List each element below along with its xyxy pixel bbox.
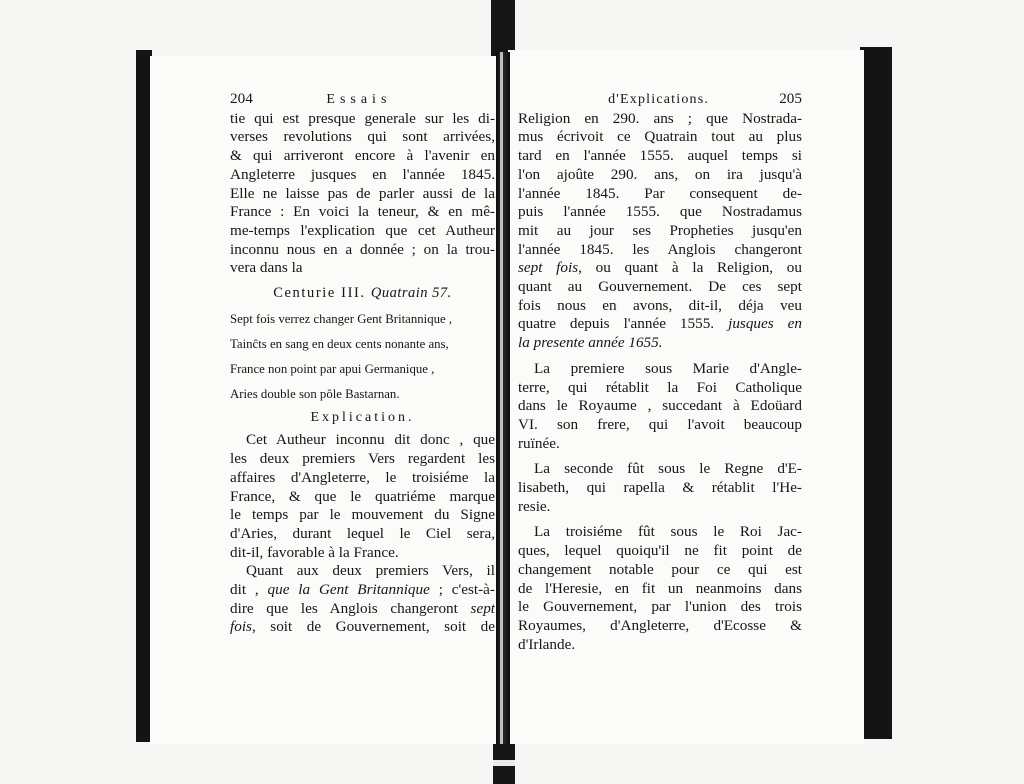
text-line: & qui arriveront encore à l'avenir en [230, 147, 495, 165]
text-line: puis l'année 1555. que Nostradamus [518, 203, 802, 221]
book-gutter [496, 52, 510, 744]
text-line: quant au Gouvernement. De ces sept [518, 278, 802, 296]
text-line [518, 334, 802, 353]
text-line: dans le Royaume , succedant à Edoüard [518, 397, 802, 415]
italic-run: sept fois [518, 259, 579, 277]
text-run: , ou quant à la Religion, ou [578, 259, 802, 277]
text-line: vera dans la [230, 259, 303, 277]
text-line: lisabeth, qui rapella & rétablit l'He- [518, 479, 802, 497]
text-line [518, 259, 802, 278]
gutter-highlight [500, 52, 503, 744]
text-line: dit-il, favorable à la France. [230, 543, 399, 561]
text-line: tard en l'année 1555. auquel temps si [518, 147, 802, 165]
text-line [230, 618, 495, 637]
text-line: France, & que le quatriéme marque [230, 487, 495, 505]
text-line: La troisiéme fût sous le Roi Jac- [534, 523, 802, 541]
text-line: me-temps l'explication que cet Autheur [230, 221, 495, 239]
left-page-number: 204 [230, 90, 253, 107]
right-page-text [518, 90, 802, 654]
text-line: Quant aux deux premiers Vers, il [246, 562, 495, 580]
text-line: VI. son frere, qui l'avoit beaucoup [518, 415, 802, 433]
right-running-title: d'Explications. [608, 92, 710, 107]
text-line: les deux premiers Vers regardent les [230, 450, 495, 468]
text-line: l'année 1845. Par consequent de- [518, 184, 802, 202]
explication-heading: Explication. [310, 409, 415, 425]
text-line: resie. [518, 497, 551, 515]
text-line: le temps par le mouvement du Signe [230, 506, 495, 524]
italic-run: jusques en [728, 315, 802, 333]
text-line [518, 315, 802, 334]
text-line: France : En voici la teneur, & en mê- [230, 203, 495, 221]
text-line: La premiere sous Marie d'Angle- [534, 359, 802, 377]
text-line: Angleterre jusques en l'année 1845. [230, 165, 495, 183]
text-run: dire que les Anglois changeront [230, 599, 458, 617]
verse-line: France non point par apui Germanique , [230, 361, 435, 376]
centurie-label: Centurie III. [273, 285, 366, 302]
verse-line: Tainĉts en sang en deux cents nonante ans, [230, 336, 449, 351]
text-line: inconnu nous en a donnée ; on la trou- [230, 240, 495, 258]
verse-line: Aries double son pôle Bastarnan. [230, 386, 400, 401]
text-line: tie qui est presque generale sur les di- [230, 109, 495, 127]
text-line: mus écrivoit ce Quatrain tout au plus [518, 128, 802, 146]
text-line: Royaumes, d'Angleterre, d'Ecosse & [518, 616, 802, 634]
text-line: mit au jour ses Propheties jusqu'en [518, 221, 802, 239]
text-line: l'année 1845. les Anglois changeront [518, 240, 802, 258]
left-page [150, 56, 498, 744]
left-running-head [230, 90, 495, 110]
text-line [230, 600, 495, 619]
text-run: ; c'est-à- [438, 581, 495, 599]
text-line: La seconde fût sous le Regne d'E- [534, 460, 802, 478]
quatrain-heading [230, 284, 495, 303]
right-running-head [518, 90, 802, 110]
text-line: ques, lequel quoiqu'il ne fit point de [518, 542, 802, 560]
text-line: l'on ajoûte 290. ans, on ira jusqu'à [518, 165, 802, 183]
text-line: d'Irlande. [518, 635, 576, 653]
italic-quote: que la Gent Britannique [267, 581, 430, 599]
text-line: le Gouvernement, par l'union des trois [518, 598, 802, 616]
verse-line: Sept fois verrez changer Gent Britannique , [230, 311, 453, 326]
italic-run: sept [470, 599, 495, 617]
left-page-text [230, 90, 495, 637]
text-line: verses revolutions qui sont arrivées, [230, 128, 495, 146]
text-run: quatre depuis l'année 1555. [518, 315, 715, 333]
text-run: dit , [230, 581, 259, 599]
text-run: , soit de Gouvernement, soit de [251, 618, 495, 636]
right-page-number: 205 [779, 90, 802, 107]
text-line: Elle ne laisse pas de parler aussi de la [230, 184, 495, 202]
text-line [230, 581, 495, 600]
right-page [508, 50, 864, 744]
text-line: de l'Heresie, en fit un neanmoins dans [518, 579, 802, 597]
text-line: d'Aries, durant lequel le Ciel sera, [230, 524, 495, 542]
italic-run: la presente année 1655. [518, 334, 663, 352]
text-line: ruïnée. [518, 434, 560, 452]
italic-run: fois [230, 618, 252, 636]
text-line: Religion en 290. ans ; que Nostrada- [518, 109, 802, 127]
text-line: fois nous en avons, dit-il, déja veu [518, 296, 802, 314]
text-line: changement notable pour ce qui est [518, 560, 802, 578]
text-line: affaires d'Angleterre, le troisiéme la [230, 468, 495, 486]
text-line: Cet Autheur inconnu dit donc , que [246, 431, 495, 449]
left-running-title: Essais [326, 92, 392, 107]
spine-stripe [493, 760, 515, 766]
quatrain-label: Quatrain 57. [370, 285, 452, 302]
cover-edge-right [860, 47, 892, 739]
text-line: terre, qui rétablit la Foi Catholique [518, 378, 802, 396]
